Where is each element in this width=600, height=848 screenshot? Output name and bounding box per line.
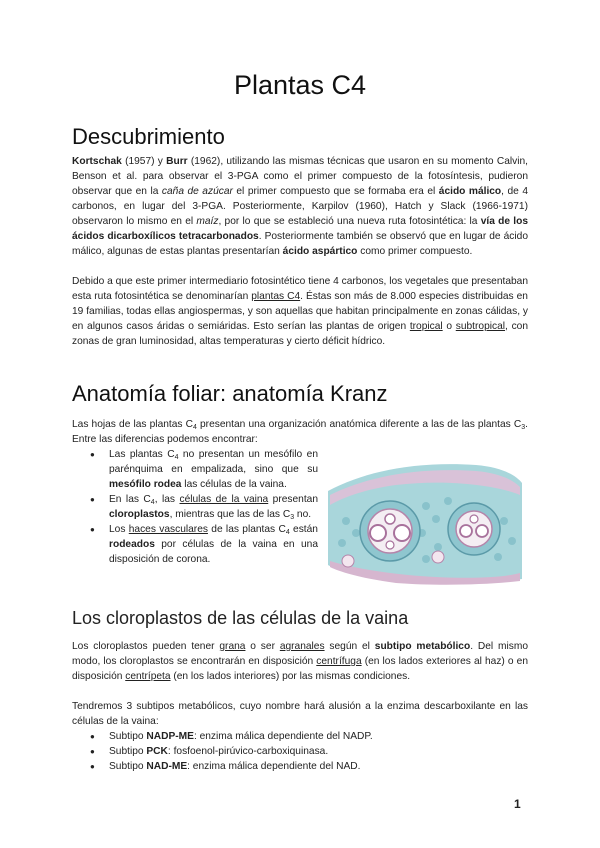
- list-item: ● Subtipo NADP-ME: enzima málica dependiente del NADP.: [90, 729, 528, 744]
- descubrimiento-paragraph-1: Kortschak (1957) y Burr (1962), utilizando las mismas técnicas que usaron en su momento Calvin, Benson et al. para observar el 3-PGA como el primer compuesto de la fotosíntesis, pudieron observar que en la caña de azúcar el primer compuesto que se formaba era el ácido málico, de 4 carbonos, en lugar del 3-PGA. Posteriormente, Karpilov (1960), Hatch y Slack (1966-1971) observaron lo mismo en el maíz, por lo que se estableció una nueva ruta fotosintética: la vía de los ácidos dicarboxílicos tetracarbonados. Posteriormente también se observó que en lugar de ácido málico, algunas de estas plantas presentarían ácido aspártico como primer compuesto.: [72, 156, 528, 257]
- list-item: ● Los haces vasculares de las plantas $C_4$ están rodeados por células de la vaina en una disposición de corona.: [90, 522, 318, 567]
- anatomia-bullet-list: [90, 447, 318, 567]
- cloroplastos-paragraph-2: Tendremos 3 subtipos metabólicos, cuyo nombre hará alusión a la enzima descarboxilante en las células de la vaina:: [72, 701, 528, 727]
- subtypes-list: [90, 729, 528, 774]
- heading-anatomia-foliar: Anatomía foliar: anatomía Kranz: [72, 381, 388, 406]
- cloroplastos-paragraph-1: Los cloroplastos pueden tener grana o ser agranales según el subtipo metabólico. Del mismo modo, los cloroplastos se encontrarán en disposición centrífuga (en los lados exteriores al haz) o en disposición centrípeta (en los lados interiores) por las mismas condiciones.: [72, 641, 529, 682]
- anatomia-intro: Las hojas de las plantas $C_4$ presentan una organización anatómica diferente a las de las plantas $C_3$. Entre las diferencias podemos encontrar:: [72, 419, 528, 445]
- list-item: ● Subtipo NAD-ME: enzima málica dependiente del NAD.: [90, 759, 528, 774]
- leaf-cross-section-image: [326, 461, 522, 586]
- list-item: ● Subtipo PCK: fosfoenol-pirúvico-carboxiquinasa.: [90, 744, 528, 759]
- list-item: ● En las $C_4$, las células de la vaina presentan cloroplastos, mientras que las de las $C_3$ no.: [90, 492, 318, 522]
- heading-descubrimiento: Descubrimiento: [72, 124, 225, 149]
- descubrimiento-paragraph-2: Debido a que este primer intermediario fotosintético tiene 4 carbonos, los vegetales que presentaban esta ruta fotosintética se denominarían plantas C4. Éstas son más de 8.000 especies distribuidas en 19 familias, todas ellas angiospermas, y son aquellas que habitan principalmente en zonas cálidas, y en algunos casos áridas o semiáridas. Esto serían las plantas de origen tropical o subtropical, con zonas de gran luminosidad, altas temperaturas y cierto déficit hídrico.: [72, 276, 528, 347]
- list-item: ● Las plantas $C_4$ no presentan un mesófilo en parénquima en empalizada, sino que su mesófilo rodea las células de la vaina.: [90, 447, 318, 492]
- heading-cloroplastos: Los cloroplastos de las células de la vaina: [72, 608, 409, 628]
- page-number: 1: [514, 797, 521, 811]
- page-title: Plantas C4: [233, 70, 367, 100]
- link-plantas-c4: plantas C4: [251, 291, 301, 302]
